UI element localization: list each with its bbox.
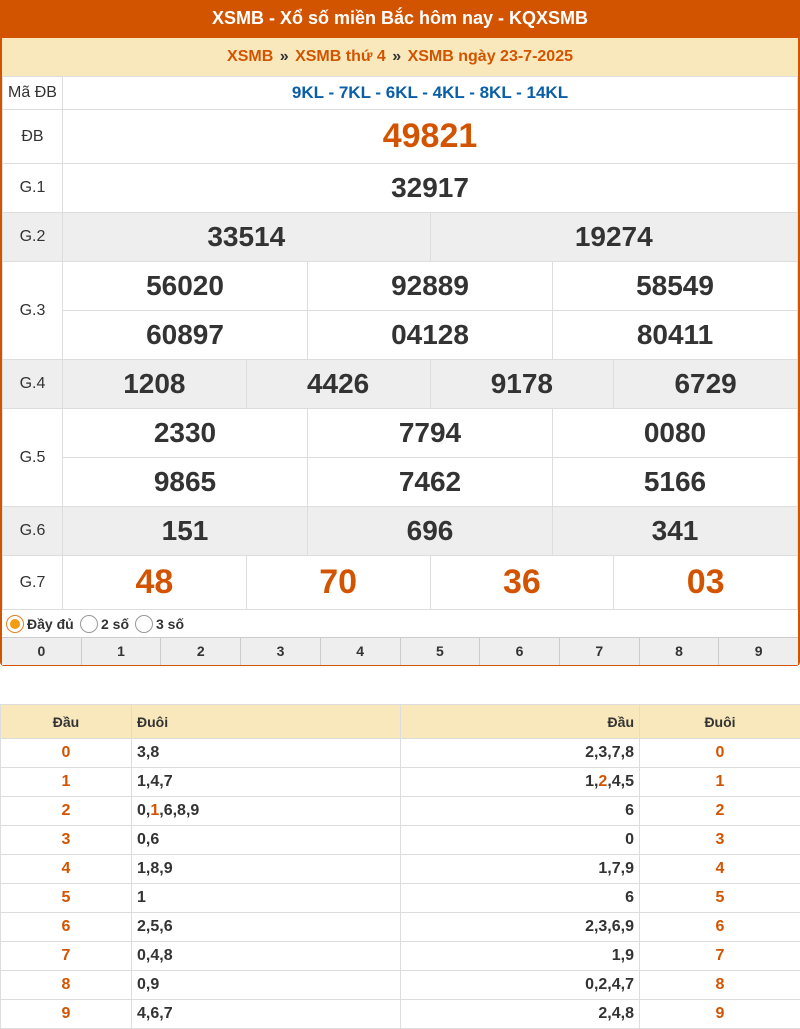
table-row [1,855,800,884]
dau-digit: 2 [1,797,132,826]
breadcrumb-separator: » [392,48,401,65]
row-ma-db [3,77,798,110]
loto-numbers: 0,9 [137,976,159,993]
prize-number: 9865 [63,458,308,507]
digit-filter-8[interactable]: 8 [640,638,720,665]
duoi-digit: 1 [640,768,800,797]
dau-values [401,913,640,942]
prize-number: 36 [430,556,614,610]
loto-numbers: 3,8 [137,744,159,761]
loto-numbers: 6 [625,889,634,906]
loto-body [1,739,800,1029]
loto-numbers: 1,7,9 [598,860,634,877]
radio-2-digits[interactable]: 2 số [80,613,129,634]
loto-header-row [1,705,800,739]
loto-numbers: 2,5,6 [137,918,173,935]
prize-number: 341 [553,507,798,556]
radio-unchecked-icon[interactable] [80,615,98,633]
results-table [2,76,798,610]
loto-numbers: 1,4,7 [137,773,173,790]
dau-values [401,797,640,826]
duoi-digit: 9 [640,1000,800,1029]
row-g4 [3,360,798,409]
loto-numbers: 2,4,8 [598,1005,634,1022]
special-prize-number: 49821 [63,110,798,164]
duoi-digit: 4 [640,855,800,884]
display-mode-options [2,610,798,637]
dau-digit: 4 [1,855,132,884]
prize-label: G.4 [3,360,63,409]
table-row [1,768,800,797]
ma-db-value: 9KL - 7KL - 6KL - 4KL - 8KL - 14KL [63,77,798,110]
duoi-digit: 0 [640,739,800,768]
duoi-digit: 2 [640,797,800,826]
dau-values [401,1000,640,1029]
prize-number: 33514 [63,213,431,262]
loto-numbers: ,6,8,9 [159,802,199,819]
loto-numbers: 0,6 [137,831,159,848]
digit-filter-9[interactable]: 9 [719,638,798,665]
prize-number: 7794 [308,409,553,458]
dau-values [401,739,640,768]
breadcrumb-link-date[interactable]: XSMB ngày 23-7-2025 [408,48,573,65]
duoi-values [132,942,401,971]
prize-number: 03 [614,556,798,610]
header-duoi: Đuôi [132,705,401,739]
prize-number: 151 [63,507,308,556]
prize-number: 9178 [430,360,614,409]
digit-filter-6[interactable]: 6 [480,638,560,665]
digit-filter-7[interactable]: 7 [560,638,640,665]
row-g3a [3,262,798,311]
digit-filter-2[interactable]: 2 [161,638,241,665]
duoi-values [132,797,401,826]
prize-number: 70 [246,556,430,610]
table-row [1,913,800,942]
loto-numbers: 1 [137,889,146,906]
dau-digit: 7 [1,942,132,971]
loto-numbers: 4,6,7 [137,1005,173,1022]
duoi-digit: 5 [640,884,800,913]
prize-label: G.1 [3,164,63,213]
radio-3-digits[interactable]: 3 số [135,613,184,634]
loto-numbers: 6 [625,802,634,819]
table-row [1,971,800,1000]
prize-label: G.2 [3,213,63,262]
prize-label: Mã ĐB [3,77,63,110]
duoi-digit: 6 [640,913,800,942]
dau-values [401,768,640,797]
loto-numbers: 1,9 [612,947,634,964]
prize-number: 5166 [553,458,798,507]
prize-number: 48 [63,556,247,610]
radio-checked-icon[interactable] [6,615,24,633]
row-g1 [3,164,798,213]
prize-number: 04128 [308,311,553,360]
digit-filter-5[interactable]: 5 [401,638,481,665]
dau-digit: 6 [1,913,132,942]
table-row [1,797,800,826]
prize-number: 2330 [63,409,308,458]
digit-filter-3[interactable]: 3 [241,638,321,665]
table-row [1,942,800,971]
duoi-digit: 3 [640,826,800,855]
prize-label: G.7 [3,556,63,610]
loto-numbers: 0, [137,802,150,819]
dau-values [401,971,640,1000]
header-dau: Đầu [401,705,640,739]
loto-numbers: 0 [625,831,634,848]
duoi-digit: 7 [640,942,800,971]
dau-digit: 8 [1,971,132,1000]
row-g2 [3,213,798,262]
digit-filter-0[interactable]: 0 [2,638,82,665]
dau-digit: 0 [1,739,132,768]
row-g5b [3,458,798,507]
table-row [1,739,800,768]
header-duoi: Đuôi [640,705,800,739]
prize-number: 1208 [63,360,247,409]
duoi-values [132,971,401,1000]
loto-numbers: 1, [585,773,598,790]
dau-digit: 3 [1,826,132,855]
duoi-values [132,1000,401,1029]
prize-number: 56020 [63,262,308,311]
dau-values [401,884,640,913]
breadcrumb [2,38,798,76]
prize-number: 60897 [63,311,308,360]
prize-number: 0080 [553,409,798,458]
dau-digit: 5 [1,884,132,913]
row-g6 [3,507,798,556]
duoi-values [132,913,401,942]
row-db [3,110,798,164]
prize-number: 92889 [308,262,553,311]
highlighted-number: 1 [150,802,159,819]
dau-digit: 9 [1,1000,132,1029]
prize-label: ĐB [3,110,63,164]
loto-numbers: ,4,5 [607,773,634,790]
radio-full[interactable]: Đầy đủ [6,613,74,634]
row-g3b [3,311,798,360]
dau-values [401,942,640,971]
header-dau: Đầu [1,705,132,739]
loto-numbers: 2,3,6,9 [585,918,634,935]
prize-label: G.5 [3,409,63,507]
prize-number: 6729 [614,360,798,409]
prize-number: 32917 [63,164,798,213]
prize-number: 696 [308,507,553,556]
table-row [1,1000,800,1029]
prize-number: 7462 [308,458,553,507]
prize-number: 4426 [246,360,430,409]
duoi-values [132,855,401,884]
row-g7 [3,556,798,610]
prize-number: 19274 [430,213,798,262]
table-row [1,826,800,855]
duoi-values [132,826,401,855]
digit-filter-1[interactable]: 1 [82,638,162,665]
table-row [1,884,800,913]
digit-filter-4[interactable]: 4 [321,638,401,665]
radio-unchecked-icon[interactable] [135,615,153,633]
dau-values [401,855,640,884]
page-title: XSMB - Xổ số miền Bắc hôm nay - KQXSMB [0,0,800,38]
row-g5a [3,409,798,458]
loto-numbers: 2,3,7,8 [585,744,634,761]
duoi-values [132,884,401,913]
prize-number: 80411 [553,311,798,360]
prize-label: G.6 [3,507,63,556]
breadcrumb-link-xsmb[interactable]: XSMB [227,48,273,65]
duoi-digit: 8 [640,971,800,1000]
breadcrumb-separator: » [280,48,289,65]
loto-numbers: 0,2,4,7 [585,976,634,993]
prize-label: G.3 [3,262,63,360]
duoi-values [132,768,401,797]
digit-filter-bar [2,637,798,665]
loto-table [0,704,800,1029]
duoi-values [132,739,401,768]
dau-values [401,826,640,855]
dau-digit: 1 [1,768,132,797]
loto-numbers: 1,8,9 [137,860,173,877]
loto-numbers: 0,4,8 [137,947,173,964]
highlighted-number: 2 [598,773,607,790]
breadcrumb-link-weekday[interactable]: XSMB thứ 4 [295,48,386,65]
prize-number: 58549 [553,262,798,311]
